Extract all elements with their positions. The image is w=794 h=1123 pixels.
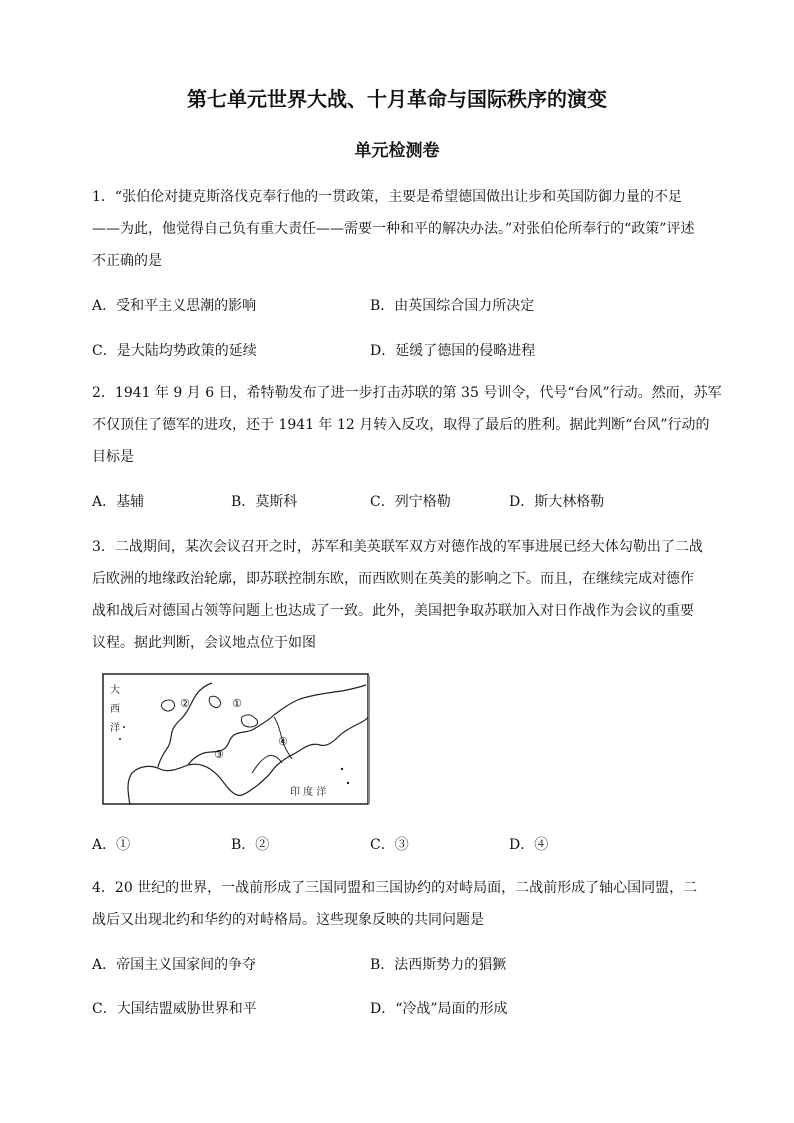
map-figure	[102, 673, 370, 805]
question-3-option-a[interactable]: A．①	[92, 837, 131, 853]
map-marker-1: ①	[232, 697, 242, 710]
question-1-line-2: ——为此，他觉得自己负有重大责任——需要一种和平的解决办法。”对张伯伦所奉行的“政策”评述	[92, 221, 695, 237]
map-label-atlantic-3: 洋	[110, 723, 120, 734]
map-label-atlantic-2: 西	[110, 704, 120, 715]
question-4-option-b[interactable]: B．法西斯势力的猖獗	[370, 957, 507, 973]
question-1-line-3: 不正确的是	[92, 253, 162, 269]
question-4-line-1: 4．20 世纪的世界，一战前形成了三国同盟和三国协约的对峙局面，二战前形成了轴心国同盟，二	[92, 880, 698, 896]
question-2-line-3: 目标是	[92, 449, 134, 465]
question-4-option-c[interactable]: C．大国结盟威胁世界和平	[92, 1001, 257, 1017]
document-subtitle: 单元检测卷	[354, 141, 440, 161]
map-marker-2: ②	[180, 697, 190, 710]
question-1-option-a[interactable]: A．受和平主义思潮的影响	[92, 298, 257, 314]
question-2-line-2: 不仅顶住了德军的进攻，还于 1941 年 12 月转入反攻，取得了最后的胜利。据此判断“台风”行动的	[92, 417, 710, 433]
question-3-line-4: 议程。据此判断，会议地点位于如图	[92, 635, 316, 651]
question-4-option-d[interactable]: D．“冷战”局面的形成	[370, 1001, 508, 1017]
question-2-option-b[interactable]: B．莫斯科	[231, 494, 298, 510]
question-2-line-1: 2．1941 年 9 月 6 日，希特勒发布了进一步打击苏联的第 35 号训令，代号“台风”行动。然而，苏军	[92, 385, 722, 401]
map-label-atlantic-1: 大	[110, 685, 120, 696]
question-4-line-2: 战后又出现北约和华约的对峙格局。这些现象反映的共同问题是	[92, 912, 484, 928]
question-1-option-c[interactable]: C．是大陆均势政策的延续	[92, 343, 257, 359]
question-1-line-1: 1．“张伯伦对捷克斯洛伐克奉行他的一贯政策，主要是希望德国做出让步和英国防御力量的不足	[92, 189, 683, 205]
document-title: 第七单元世界大战、十月革命与国际秩序的演变	[187, 87, 607, 111]
question-3-option-b[interactable]: B．②	[231, 837, 270, 853]
map-marker-4: ④	[278, 735, 288, 748]
question-2-option-c[interactable]: C．列宁格勒	[370, 494, 451, 510]
question-1-option-d[interactable]: D．延缓了德国的侵略进程	[370, 343, 536, 359]
question-1-option-b[interactable]: B．由英国综合国力所决定	[370, 298, 535, 314]
question-4-option-a[interactable]: A．帝国主义国家间的争夺	[92, 957, 257, 973]
question-3-line-1: 3．二战期间，某次会议召开之时，苏军和美英联军双方对德作战的军事进展已经大体勾勒出了二战	[92, 539, 703, 555]
question-2-option-d[interactable]: D．斯大林格勒	[509, 494, 605, 510]
question-2-option-a[interactable]: A．基辅	[92, 494, 145, 510]
map-label-indian-ocean: 印 度 洋	[290, 787, 327, 798]
question-3-option-c[interactable]: C．③	[370, 837, 409, 853]
question-3-line-2: 后欧洲的地缘政治轮廓，即苏联控制东欧，而西欧则在英美的影响之下。而且，在继续完成对德作	[92, 571, 694, 587]
question-3-line-3: 战和战后对德国占领等问题上也达成了一致。此外，美国把争取苏联加入对日作战作为会议的重要	[92, 603, 694, 619]
map-marker-3: ③	[214, 748, 224, 761]
question-3-option-d[interactable]: D．④	[509, 837, 549, 853]
